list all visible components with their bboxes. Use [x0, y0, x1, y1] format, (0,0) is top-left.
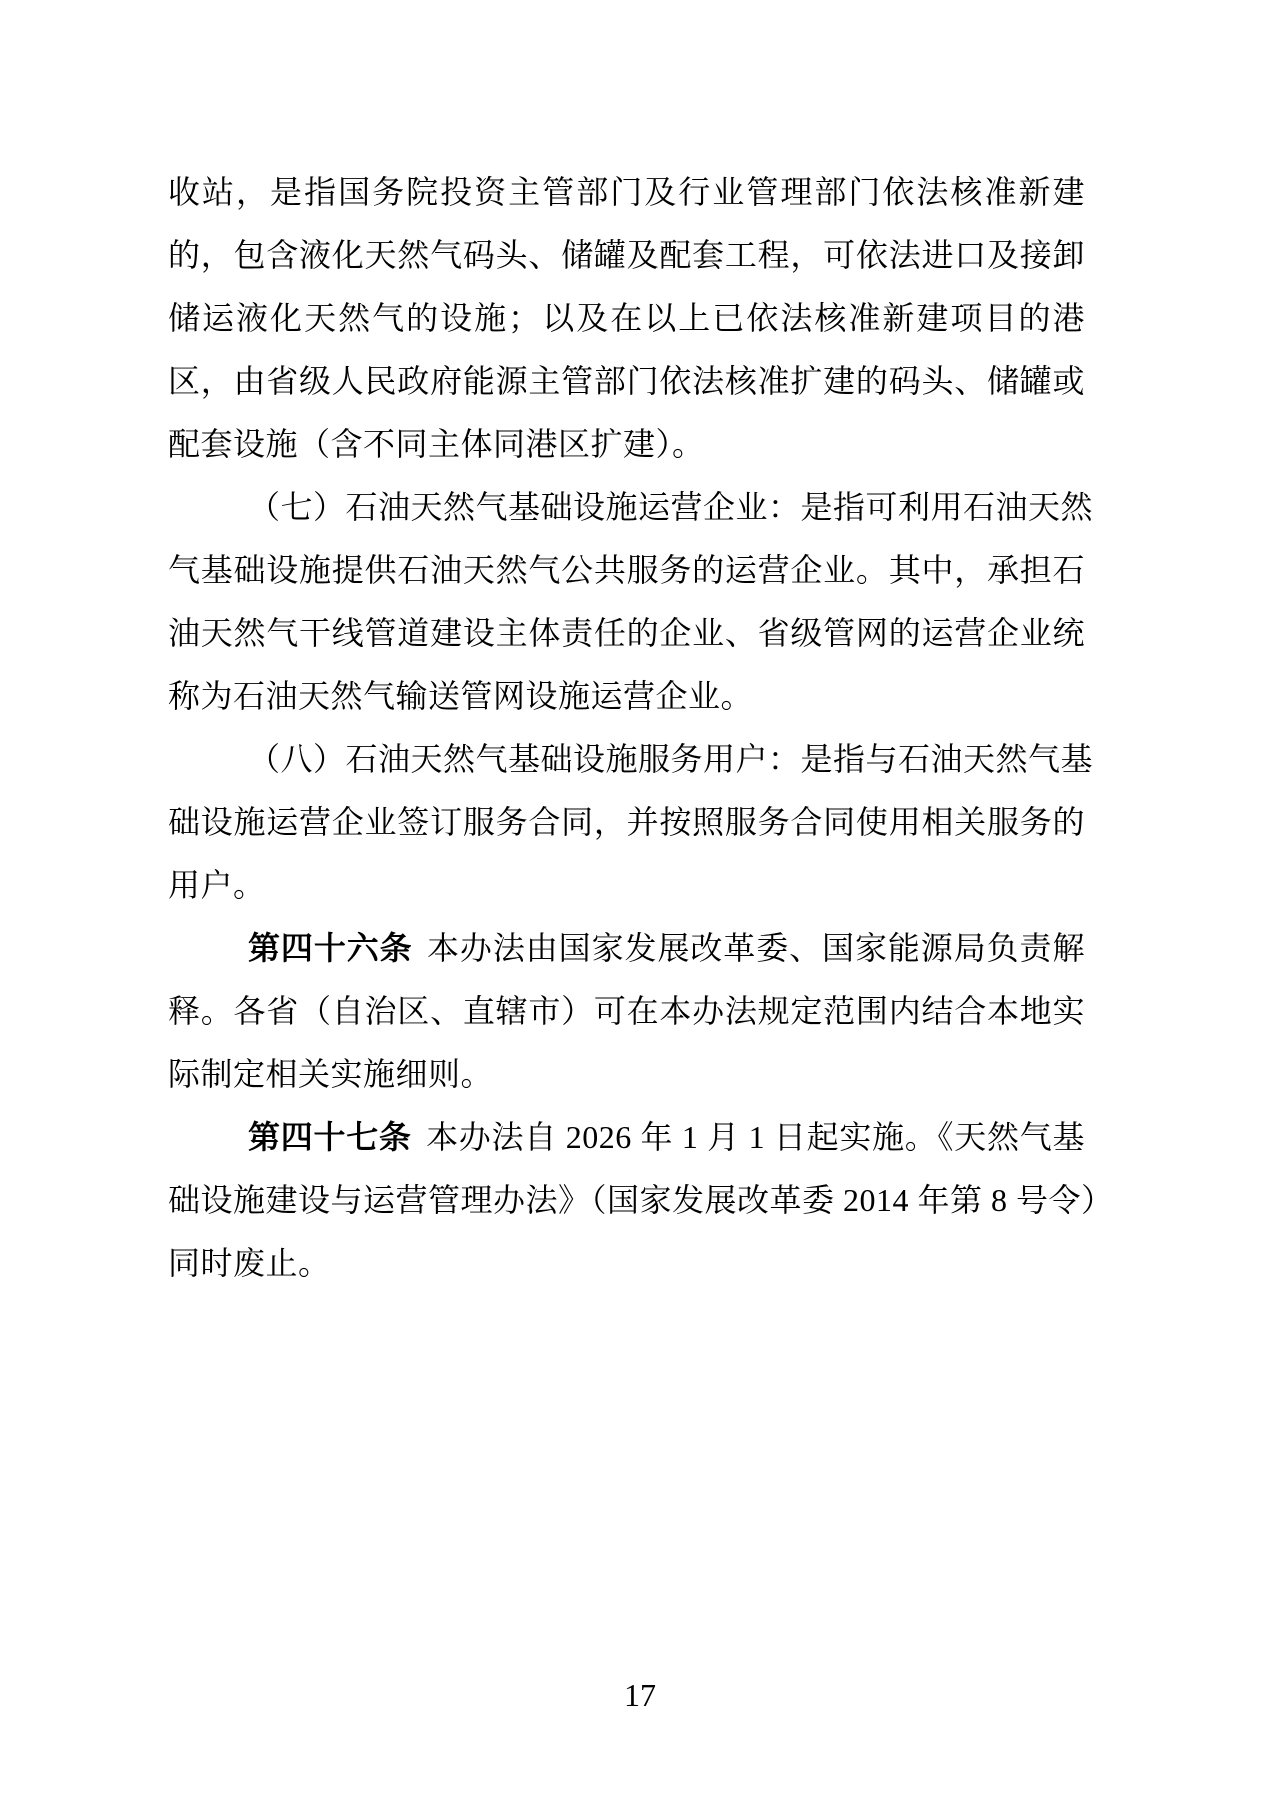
text-segment: 础设施运营企业签订服务合同，并按照服务合同使用相关服务的 — [168, 804, 1085, 840]
text-line — [168, 917, 1085, 980]
text-segment: 释。各省（自治区、直辖市）可在本办法规定范围内结合本地实 — [168, 993, 1085, 1029]
document-body — [168, 161, 1114, 1295]
text-segment: 收站，是指国务院投资主管部门及行业管理部门依法核准新建 — [168, 174, 1085, 210]
text-segment: 际制定相关实施细则。 — [168, 1056, 494, 1092]
text-line — [168, 791, 1085, 854]
text-segment: 同时废止。 — [168, 1245, 331, 1281]
text-line — [168, 287, 1085, 350]
text-segment: 区，由省级人民政府能源主管部门依法核准扩建的码头、储罐或 — [168, 363, 1085, 399]
text-line — [168, 728, 1094, 791]
page-number: 17 — [624, 1677, 656, 1713]
article-number: 第四十七条 — [248, 1119, 412, 1155]
article-number: 第四十六条 — [248, 930, 413, 966]
text-line — [168, 665, 1085, 728]
text-line — [168, 854, 1085, 917]
text-segment: （八）石油天然气基础设施服务用户：是指与石油天然气基 — [248, 741, 1094, 777]
text-segment: （七）石油天然气基础设施运营企业：是指可利用石油天然 — [248, 489, 1094, 525]
text-line — [168, 1043, 1085, 1106]
text-segment: 油天然气干线管道建设主体责任的企业、省级管网的运营企业统 — [168, 615, 1085, 651]
text-segment: 的，包含液化天然气码头、储罐及配套工程，可依法进口及接卸 — [168, 237, 1085, 273]
text-line — [168, 1106, 1085, 1169]
text-segment: 称为石油天然气输送管网设施运营企业。 — [168, 678, 754, 714]
text-segment: 本办法由国家发展改革委、国家能源局负责解 — [427, 930, 1085, 966]
text-segment: 础设施建设与运营管理办法》（国家发展改革委 2014 年第 8 号令） — [168, 1182, 1114, 1218]
text-segment: 用户。 — [168, 867, 266, 903]
text-line — [168, 476, 1094, 539]
text-line — [168, 1169, 1114, 1232]
text-segment: 气基础设施提供石油天然气公共服务的运营企业。其中，承担石 — [168, 552, 1085, 588]
text-segment: 配套设施（含不同主体同港区扩建）。 — [168, 426, 705, 462]
text-line — [168, 224, 1085, 287]
text-line — [168, 413, 1085, 476]
text-line — [168, 350, 1085, 413]
text-line — [168, 980, 1085, 1043]
text-line — [168, 161, 1085, 224]
text-line — [168, 602, 1085, 665]
text-segment: 储运液化天然气的设施；以及在以上已依法核准新建项目的港 — [168, 300, 1085, 336]
text-line — [168, 539, 1085, 602]
text-segment: 本办法自 2026 年 1 月 1 日起实施。《天然气基 — [426, 1119, 1085, 1155]
text-line — [168, 1232, 1085, 1295]
